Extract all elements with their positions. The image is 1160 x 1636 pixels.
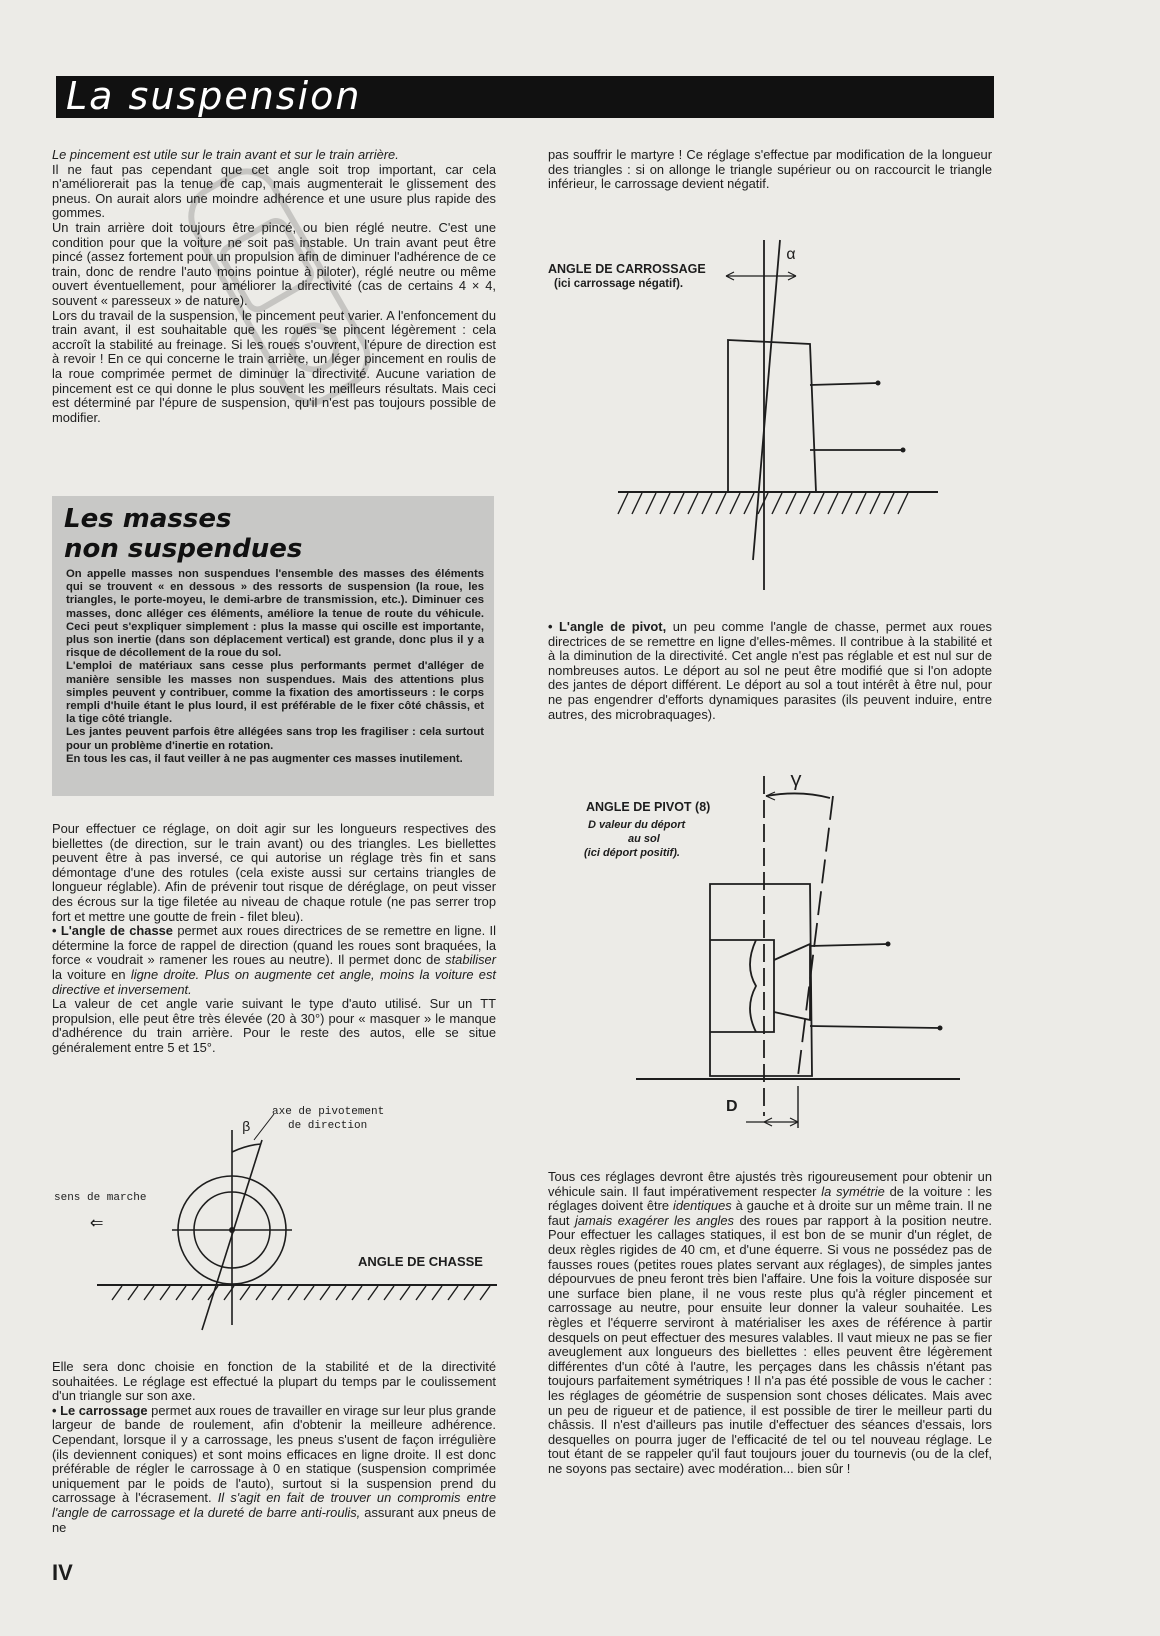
conclusion-d: des roues par rapport à la position neutre. Pour effectuer les callages statiques, il est bon de se munir d'un réglet, de deux règles rigides de 40 cm, et d'une équerre. Si vous ne possédez pas de fausses roues (petites roues plates servant aux réglages), de simples jantes dépourvues de pneu feront très bien l'affaire. Une fois la voiture disposée sur une surface bien plane, il ne vous reste plus qu'à régler pincement et carrossage au neutre, pour ensuite leur donner la valeur souhaitée. Les règles et l'équerre serviront à matérialiser les axes de référence à partir desquels on peut effectuer des mesures valables. Il vaut mieux ne pas se fier aveuglement aux longueurs des biellettes : elles peuvent être légèrement différentes d'un côté à l'autre, les perçages dans les châssis n'étant pas toujours parfaitement symétriques ! Il n'a pas été possible de vous le cacher : les réglages de géométrie de suspension sont choses délicates. Mais avec un peu de rigueur et de patience, il est possible de tirer le meilleur parti du châssis. Il n'est d'ailleurs pas inutile d'effectuer des séances d'essais, lors desquelles on pourra juger de l'efficacité de tel ou tel nouveau réglage. Le tout étant de se rappeler qu'il faut toujours jouer du tournevis (ou de la clef, ne soyons pas sectaire) avec modération... bien sûr ! — [548, 1212, 992, 1476]
conclusion-text — [548, 1170, 992, 1476]
figure-angle-de-carrossage — [548, 230, 992, 600]
chasse-lead: • L'angle de chasse — [52, 923, 173, 939]
figure-angle-de-chasse — [52, 1100, 502, 1340]
chasse-p2 — [52, 924, 496, 997]
direction-label: sens de marche — [54, 1192, 147, 1204]
intro-p1: Le pincement est utile sur le train avant et sur le train arrière. — [52, 147, 399, 162]
carrossage-text-b: assurant aux pneus de ne — [52, 1504, 497, 1535]
box-p4: En tous les cas, il faut veiller à ne pas augmenter ces masses inutilement. — [66, 752, 463, 765]
chasse-p3: La valeur de cet angle varie suivant le type d'auto utilisé. Sur un TT propulsion, elle peut être très élevée (20 à 30°) pour « masquer » le manque d'adhérence du train arrière. Pour le reste des autos, elle se situe généralement entre 5 et 15°. — [52, 996, 496, 1055]
box-title-line2: non suspendues — [64, 534, 303, 564]
chasse-caption: ANGLE DE CHASSE — [358, 1254, 483, 1269]
deport-label: D — [726, 1098, 738, 1115]
figure-angle-de-pivot — [548, 770, 992, 1136]
alpha-label: α — [786, 246, 796, 264]
chasse-p1: Pour effectuer ce réglage, on doit agir sur les longueurs respectives des biellettes (de direction, sur le train avant) ou des triangles. Les biellettes peuvent être à pas inversé, ce qui autorise un réglage très fin et sans démontage d'une des rotules (cela existe aussi sur certains triangles de longueur réglable). Afin de prévenir tout risque de déréglage, on peut visser des écrous sur la tige filetée au niveau de chaque rotule (ne pas serrer trop fort et mettre une goutte de frein - filet bleu). — [52, 821, 496, 924]
chasse-text — [52, 822, 496, 1056]
gamma-label: γ — [790, 770, 803, 793]
pivot-body: un peu comme l'angle de chasse, permet aux roues directrices de se remettre en ligne d'elles-mêmes. Il contribue à la stabilité et à la diminution de la directivité. Cet angle n'est pas réglable et est nul sur de nombreuses autos. Le déport au sol ne peut être modifié que si l'on adopte des jantes de déport différent. Le déport au sol a tout intérêt à être nul, pour ne pas engendrer d'efforts dynamiques parasites (ils peuvent induire, entre autres, des microbraquages). — [548, 619, 992, 722]
intro-text — [52, 148, 496, 425]
box-title-line1: Les masses — [64, 504, 232, 534]
carrossage-text-it: Il s'agit en fait de trouver un compromis entre l'angle de carrossage et la dureté de barre anti-roulis, — [52, 1490, 496, 1520]
col2-top-text — [548, 148, 992, 192]
conclusion-it3: jamais exagérer les angles — [574, 1212, 734, 1228]
carrossage-text-a: permet aux roues de travailler en virage sur leur plus grande largeur de bande de roulement, afin d'obtenir la meilleure adhérence. Cependant, lorsque il y a carrossage, les pneus s'usent de façon irrégulière (ils deviennent coniques) et sont moins efficaces en ligne droite. Il est donc préférable de régler le carrossage à 0 en statique (suspension comprimée uniquement par le poids de l'auto), surtout si la suspension prend du carrossage à l'écrasement. — [52, 1402, 497, 1506]
page-number: IV — [52, 1560, 73, 1585]
box-title — [64, 504, 302, 564]
pivot-title: ANGLE DE PIVOT (8) — [586, 800, 711, 814]
box-p2: L'emploi de matériaux sans cesse plus performants permet d'alléger de manière sensible les masses non suspendues. Mais des attentions plus simples peuvent y contribuer, comme la fixation des amortisseurs : le corps rempli d'huile étant le plus lourd, il est préférable de le fixer côté châssis, et la tige côté triangle. — [66, 660, 484, 726]
conclusion-c: à gauche et à droite sur un même train. Il ne faut — [548, 1198, 992, 1228]
box-p1: On appelle masses non suspendues l'ensemble des masses des éléments qui se trouvent « en dessous » des ressorts de suspension (la roue, les triangles, le porte-moyeu, le demi-arbre de transmission, etc.). Diminuer ces masses, donc alléger ces éléments, améliore la tenue de route du véhicule. Ceci peut s'expliquer simplement : plus la masse qui oscille est importante, plus son inertie (dans son déplacement vertical) est grande, donc plus il y a risque de décollement de la roue du sol. — [66, 568, 484, 660]
page-title: La suspension — [66, 74, 362, 118]
col2-top-p: pas souffrir le martyre ! Ce réglage s'effectue par modification de la longueur des triangles : si on allonge le triangle supérieur ou on raccourcit le triangle inférieur, le carrossage devient négatif. — [548, 147, 992, 192]
direction-arrow-icon: ⇐ — [90, 1211, 104, 1236]
carrossage-lead: • Le carrossage — [52, 1402, 148, 1418]
pivot-sub3: (ici déport positif). — [584, 847, 680, 859]
box-p3: Les jantes peuvent parfois être allégées sans trop les fragiliser : cela surtout pour un problème d'inertie en rotation. — [66, 726, 484, 752]
axis-label-1: axe de pivotement — [272, 1106, 385, 1118]
box-text — [66, 568, 484, 766]
conclusion-p — [548, 1170, 992, 1476]
conclusion-it2: identiques — [672, 1198, 732, 1214]
chasse-text-b: la voiture en — [52, 966, 131, 982]
carrossage-p2 — [52, 1404, 496, 1535]
carrossage-text — [52, 1360, 496, 1535]
conclusion-it1: la symétrie — [821, 1183, 885, 1199]
title-banner — [56, 76, 994, 118]
conclusion-a: Tous ces réglages devront être ajustés très rigoureusement pour obtenir un véhicule sain. Il faut impérativement respecter — [548, 1169, 992, 1199]
beta-label: β — [242, 1120, 251, 1136]
pivot-p — [548, 620, 992, 722]
carrossage-p1: Elle sera donc choisie en fonction de la stabilité et de la directivité souhaitées. Le réglage est effectué la plupart du temps par le coulissement d'un triangle sur son axe. — [52, 1359, 496, 1404]
chasse-text-it1: stabiliser — [445, 952, 496, 968]
conclusion-b: de la voiture : les réglages doivent être — [548, 1183, 992, 1214]
intro-p2: Il ne faut pas cependant que cet angle soit trop important, car cela n'améliorerait pas la tenue de cap, mais augmenterait le glissement des pneus. On aurait alors une moindre adhérence et une usure plus rapide des gommes. — [52, 161, 496, 221]
chasse-text-a: permet aux roues directrices de se remettre en ligne. Il détermine la force de rappel de direction (quand les roues sont braquées, la force « voudrait » ramener les roues au neutre). Il permet donc de — [52, 923, 496, 968]
carrossage-title: ANGLE DE CARROSSAGE — [548, 262, 706, 276]
pivot-text — [548, 620, 992, 722]
chasse-text-it2: ligne droite. Plus on augmente cet angle, moins la voiture est directive et inversement. — [52, 966, 496, 997]
pivot-lead: • L'angle de pivot, — [548, 619, 667, 634]
axis-label-2: de direction — [288, 1120, 368, 1132]
sidebar-box — [52, 496, 494, 796]
carrossage-subtitle: (ici carrossage négatif). — [554, 278, 684, 290]
chasse-diagram — [52, 1100, 502, 1340]
pivot-sub1: D valeur du déport — [588, 819, 686, 831]
intro-p3: Un train arrière doit toujours être pincé, ou bien réglé neutre. C'est une condition pour que la voiture ne soit pas instable. Un train avant peut être pincé (assez fortement pour un propulsion afin de diminuer l'adhérence de ce train, donc de rendre l'auto moins pointue à piloter), réglé neutre ou même ouvert éventuellement, pour améliorer la directivité (cas de certains 4 × 4, souvent « paresseux » de nature). — [52, 219, 496, 308]
pivot-sub2: au sol — [628, 833, 660, 845]
intro-p4: Lors du travail de la suspension, le pincement peut varier. A l'enfoncement du train avant, il est souhaitable que les roues se pincent légèrement : cela accroît la stabilité au freinage. Si les roues s'ouvrent, l'épure de direction est à revoir ! En ce qui concerne le train arrière, un léger pincement en roulis de la roue comprimée permet de diminuer la directivité. Aucune variation de pincement est ce qui donne le plus souvent les meilleurs résultats. Mais ceci est déterminé par l'épure de suspension, qu'il n'est pas toujours possible de modifier. — [52, 307, 496, 425]
